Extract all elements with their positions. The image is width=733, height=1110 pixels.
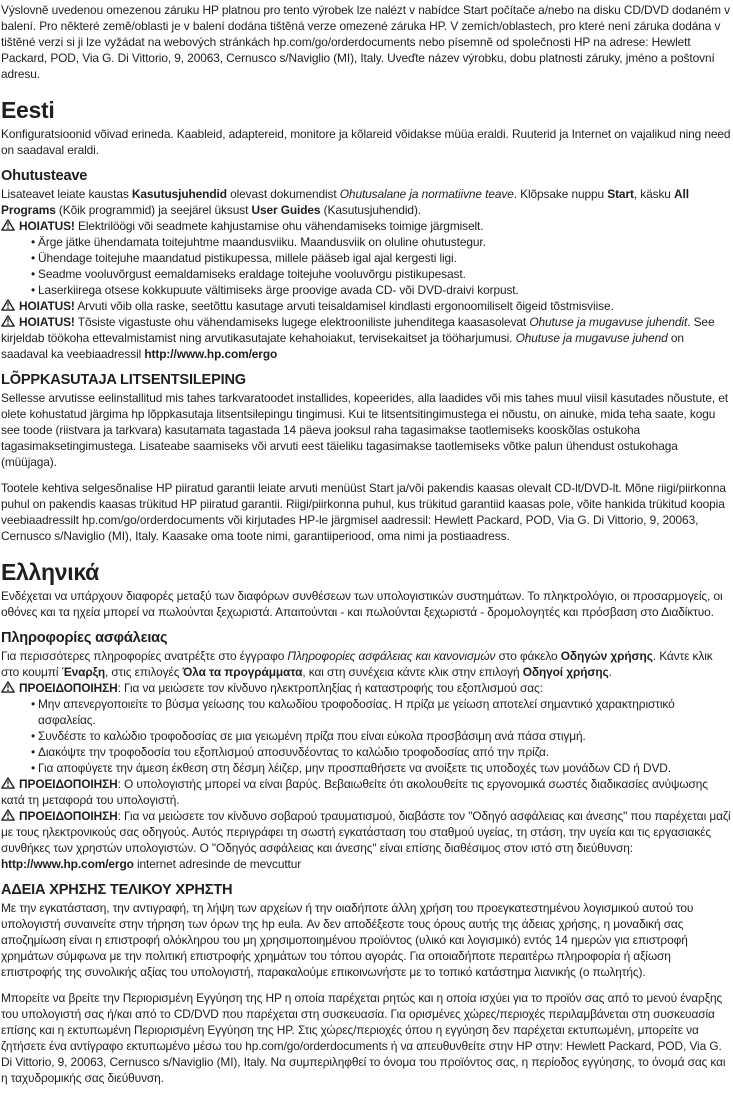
text-run: Tootele kehtiva selgesõnalise HP piiratud garantii leiate arvuti menüüst Start ja/või pakendis kaasas olevalt CD-lt/DVD-lt. Mõne riigi/piirkonna puhul on pakendis kaasas trükitud HP piiratud garantii. Riigi/piirkonna puhul, kus trükitud garantiid kaasas pole, võite hankida trükitud koopia veebiaadressilt hp.com/go/orderdocuments või kirjutades HP-le järgmisel aadressil: Hewlett Packard, POD, Via G. Di Vittorio, 9, 20063, Cernusco s/Naviglio (MI), Italy. Kaasake oma toote nimi, garantiiperiood, oma nimi ja postiaadress.	[1, 481, 726, 543]
text-run: Συνδέστε το καλώδιο τροφοδοσίας σε μια γειωμένη πρίζα που είναι εύκολα προσβάσιμη ανά πάσα στιγμή.	[38, 729, 586, 743]
text-run: Arvuti võib olla raske, seetõttu kasutage arvuti teisaldamisel kindlasti ergonoomiliselt õigeid tõstmisviise.	[74, 299, 614, 313]
text-run: http://www.hp.com/ergo	[1, 857, 134, 871]
warning-triangle-icon	[1, 219, 15, 235]
text-run: ΠΡΟΕΙΔΟΠΟΙΗΣΗ	[19, 681, 118, 695]
text-run: : Ο υπολογιστής μπορεί να είναι βαρύς. Βεβαιωθείτε ότι ακολουθείτε τις εργονομικά σωστές διαδικασίες ανύψωσης κατά τη μεταφορά του υπολογιστή.	[1, 777, 708, 807]
text-run: Έναρξη	[61, 665, 105, 679]
text-run: : Για να μειώσετε τον κίνδυνο ηλεκτροπληξίας ή καταστροφής του εξοπλισμού σας:	[117, 681, 543, 695]
text-run: Lisateavet leiate kaustas	[1, 187, 132, 201]
text-run: Elektrilöögi või seadmete kahjustamise ohu vähendamiseks toimige järgmiselt.	[74, 219, 484, 233]
text-run: Ärge jätke ühendamata toitejuhtme maandusviiku. Maandusviik on oluline ohutustegur.	[38, 235, 486, 249]
eesti-warranty-paragraph	[1, 480, 731, 544]
text-run: Tõsiste vigastuste ohu vähendamiseks lugege elektrooniliste juhenditega kaasasolevat	[74, 315, 530, 329]
text-run: HOIATUS!	[19, 299, 75, 313]
eesti-safety-bullets	[1, 234, 731, 298]
warning-triangle-icon	[1, 299, 15, 315]
greek-safety-heading: Πληροφορίες ασφάλειας	[1, 630, 168, 646]
czech-warranty-paragraph	[1, 2, 731, 82]
greek-eula-heading: ΑΔΕΙΑ ΧΡΗΣΗΣ ΤΕΛΙΚΟΥ ΧΡΗΣΤΗ	[1, 882, 233, 898]
greek-warranty-paragraph	[1, 990, 731, 1086]
text-run: Start	[607, 187, 634, 201]
text-run: Οδηγών χρήσης	[560, 649, 653, 663]
bullet-item	[31, 234, 731, 250]
eesti-section-heading: Eesti	[1, 97, 55, 123]
proeidopoiisi-electric-warning	[1, 680, 731, 696]
text-run: ΠΡΟΕΙΔΟΠΟΙΗΣΗ	[19, 809, 118, 823]
text-run: , στις επιλογές	[105, 665, 183, 679]
text-run: Πληροφορίες ασφάλειας και κανονισμών	[287, 649, 496, 663]
greek-eula-paragraph	[1, 900, 731, 980]
text-run: , käsku	[633, 187, 675, 201]
text-run: (Kõik programmid) ja seejärel üksust	[55, 203, 252, 217]
warning-triangle-icon	[1, 681, 15, 697]
text-run: , και στη συνέχεια κάντε κλικ στην επιλογή	[302, 665, 523, 679]
proeidopoiisi-heavy-warning	[1, 776, 731, 808]
text-run: ΠΡΟΕΙΔΟΠΟΙΗΣΗ	[19, 777, 118, 791]
text-run: Διακόψτε την τροφοδοσία του εξοπλισμού αποσυνδέοντας το καλώδιο τροφοδοσίας από την πρίζα.	[38, 745, 549, 759]
bullet-item	[31, 696, 731, 728]
hoiatus-electric-warning	[1, 218, 731, 234]
bullet-item	[31, 760, 731, 776]
text-run: Μην απενεργοποιείτε το βύσμα γείωσης του καλωδίου τροφοδοσίας. Η πρίζα με γείωση αποτελεί σημαντικό χαρακτηριστικό ασφαλείας.	[38, 697, 675, 727]
greek-safety-intro-paragraph	[1, 648, 731, 680]
text-run: Με την εγκατάσταση, την αντιγραφή, τη λήψη των αρχείων ή την οιαδήποτε άλλη χρήση του προεγκατεστημένου λογισμικού αυτού του υπολογιστή συναινείτε στην τήρηση των όρων της hp eula. Αν δεν αποδέξεστε τους όρους αυτής της άδειας χρήσης, η μοναδική σας αποζημίωση είναι η επιστροφή ολόκληρου του μη χρησιμοποιημένου προϊόντος (υλικό και λογισμικό) εντός 14 ημερών για επιστροφή χρημάτων σύμφωνα με την πολιτική επιστροφής χρημάτων του τόπου αγοράς. Για οποιαδήποτε περαιτέρω πληροφορία ή αξίωση επιστροφής της συνολικής αξίας του υπολογιστή, παρακαλούμε επικοινωνήστε με το τοπικό κατάστημα λιανικής (ο πωλητής).	[1, 901, 694, 979]
blank-line-1	[1, 470, 731, 480]
blank-line-2	[1, 980, 731, 990]
text-run: HOIATUS!	[19, 315, 75, 329]
text-run: στο φάκελο	[495, 649, 561, 663]
text-run: All Programs	[1, 187, 689, 217]
proeidopoiisi-injury-warning	[1, 808, 731, 872]
hoiatus-injury-warning	[1, 314, 731, 362]
greek-config-paragraph	[1, 588, 731, 620]
bullet-item	[31, 282, 731, 298]
text-run: Για περισσότερες πληροφορίες ανατρέξτε στο έγγραφο	[1, 649, 288, 663]
text-run: Για αποφύγετε την άμεση έκθεση στη δέσμη λέιζερ, μην προσπαθήσετε να ανοίξετε τις υποδοχές των μονάδων CD ή DVD.	[38, 761, 671, 775]
text-run: . See kirjeldab töökoha ettevalmistamist ning arvutikasutajate kehahoiakut, tervisekaitset ja tööharjumusi.	[1, 315, 715, 345]
eesti-config-paragraph	[1, 126, 731, 158]
eesti-eula-heading: LÕPPKASUTAJA LITSENTSILEPING	[1, 372, 246, 388]
ohutusteave-heading: Ohutusteave	[1, 168, 88, 184]
text-run: Seadme vooluvõrgust eemaldamiseks eraldage toitejuhe vooluvõrgu pistikupesast.	[38, 267, 466, 281]
text-run: HOIATUS!	[19, 219, 75, 233]
document-body	[1, 2, 731, 1086]
text-run: Μπορείτε να βρείτε την Περιορισμένη Εγγύηση της HP η οποία παρέχεται ρητώς και η οποία ισχύει για το προϊόν σας από το μενού έναρξης του υπολογιστή σας ή/και από το CD/DVD που παρέχεται στη συσκευασία. Για ορισμένες χώρες/περιοχές περιλαμβάνεται στη συσκευασία επίσης και η εκτυπωμένη Περιορισμένη Εγγύηση της HP. Στις χώρες/περιοχές όπου η εγγύηση δεν παρέχεται εκτυπωμένη, μπορείτε να ζητήσετε ένα αντίγραφο εκτυπωμένο μέσω του hp.com/go/orderdocuments ή να απευθυνθείτε στην HP στην: Hewlett Packard, POD, Via G. Di Vittorio, 9, 20063, Cernusco s/Naviglio (MI), Italy. Να συμπεριληφθεί το όνομα του προϊόντος σας, η περίοδος εγγύησης, το όνομά σας και η ταχυδρομικής σας διεύθυνση.	[1, 991, 726, 1085]
eesti-eula-paragraph	[1, 390, 731, 470]
warning-triangle-icon	[1, 777, 15, 793]
bullet-item	[31, 744, 731, 760]
text-run: Ohutuse ja mugavuse juhendit	[529, 315, 688, 329]
text-run: Konfiguratsioonid võivad erineda. Kaableid, adaptereid, monitore ja kõlareid võidakse müüa eraldi. Ruuterid ja Internet on vajalikud ning need on saadaval eraldi.	[1, 127, 731, 157]
greek-safety-bullets	[1, 696, 731, 776]
text-run: . Klõpsake nuppu	[513, 187, 608, 201]
text-run: internet adresinde de mevcuttur	[133, 857, 302, 871]
text-run: Ohutusalane ja normatiivne teave	[339, 187, 514, 201]
text-run: . Κάντε κλικ στο κουμπί	[1, 649, 713, 679]
greek-section-heading: Ελληνικά	[1, 559, 99, 585]
text-run: Όλα τα προγράμματα	[182, 665, 303, 679]
bullet-item	[31, 266, 731, 282]
bullet-item	[31, 728, 731, 744]
text-run: Kasutusjuhendid	[131, 187, 227, 201]
text-run: olevast dokumendist	[226, 187, 340, 201]
text-run: on saadaval ka veebiaadressil	[1, 331, 684, 361]
text-run: Οδηγοί χρήσης	[522, 665, 609, 679]
hoiatus-heavy-warning	[1, 298, 731, 314]
bullet-item	[31, 250, 731, 266]
text-run: Výslovně uvedenou omezenou záruku HP platnou pro tento výrobek lze nalézt v nabídce Start počítače a/nebo na disku CD/DVD dodaném v balení. Pro některé země/oblasti je v balení dodána tištěná verze omezené záruka HP. V zemích/oblastech, pro které není záruka dodána v tištěné verzi si ji lze vyžádat na webových stránkách hp.com/go/orderdocuments nebo písemně od společnosti HP na adrese: Hewlett Packard, POD, Via G. Di Vittorio, 9, 20063, Cernusco s/Naviglio (MI), Italy. Uveďte název výrobku, dobu platnosti záruky, jméno a poštovní adresu.	[1, 3, 730, 81]
text-run: Laserkiirega otsese kokkupuute vältimiseks ärge proovige avada CD- või DVD-draivi korpust.	[38, 283, 519, 297]
text-run: Ενδέχεται να υπάρχουν διαφορές μεταξύ των διαφόρων συνθέσεων των υπολογιστικών συστημάτων. Το πληκτρολόγιο, οι προσαρμογείς, οι οθόνες και τα ηχεία μπορεί να πωλούνται ξεχωριστά. Απαιτούνται - και πωλούνται ξεχωριστά - δρομολογητές και πρόσβαση στο Διαδίκτυο.	[1, 589, 723, 619]
warning-triangle-icon	[1, 809, 15, 825]
text-run: : Για να μειώσετε τον κίνδυνο σοβαρού τραυματισμού, διαβάστε τον "Οδηγό ασφάλειας και άνεσης" που παρέχεται μαζί με τους ηλεκτρονικούς σας οδηγούς. Αυτός περιγράφει τη σωστή εγκατάσταση του σταθμού υγείας, τη στάση, την υγεία και τις εργασιακές συνθήκες των χρηστών υπολογιστών. Ο "Οδηγός ασφάλειας και άνεσης" είναι επίσης διαθέσιμος στον ιστό στη διεύθυνση:	[1, 809, 731, 855]
text-run: Ohutuse ja mugavuse juhend	[515, 331, 668, 345]
ohutusteave-intro-paragraph	[1, 186, 731, 218]
text-run: Ühendage toitejuhe maandatud pistikupessa, millele pääseb igal ajal kergesti ligi.	[38, 251, 457, 265]
text-run: .	[608, 665, 612, 679]
warning-triangle-icon	[1, 315, 15, 331]
text-run: Sellesse arvutisse eelinstallitud mis tahes tarkvaratoodet installides, kopeerides, alla laadides või mis tahes muul viisil kasutades nõustute, et olete kohustatud järgima hp lõppkasutaja litsentsilepingu tingimusi. Kui te litsentsitingimustega ei nõustu, on ainuke, mida teha saate, kogu see toode (riistvara ja tarkvara) kasutamata tagastada 14 päeva jooksul raha tagasimakse taotlemiseks kooskõlas ostukoha tagasimaksetingimustega. Lisateabe saamiseks või arvuti eest täieliku tagasimakse taotlemiseks võtke palun ühendust ostukohaga (müüjaga).	[1, 391, 728, 469]
text-run: User Guides	[251, 203, 321, 217]
text-run: http://www.hp.com/ergo	[144, 347, 278, 361]
text-run: (Kasutusjuhendid).	[320, 203, 422, 217]
